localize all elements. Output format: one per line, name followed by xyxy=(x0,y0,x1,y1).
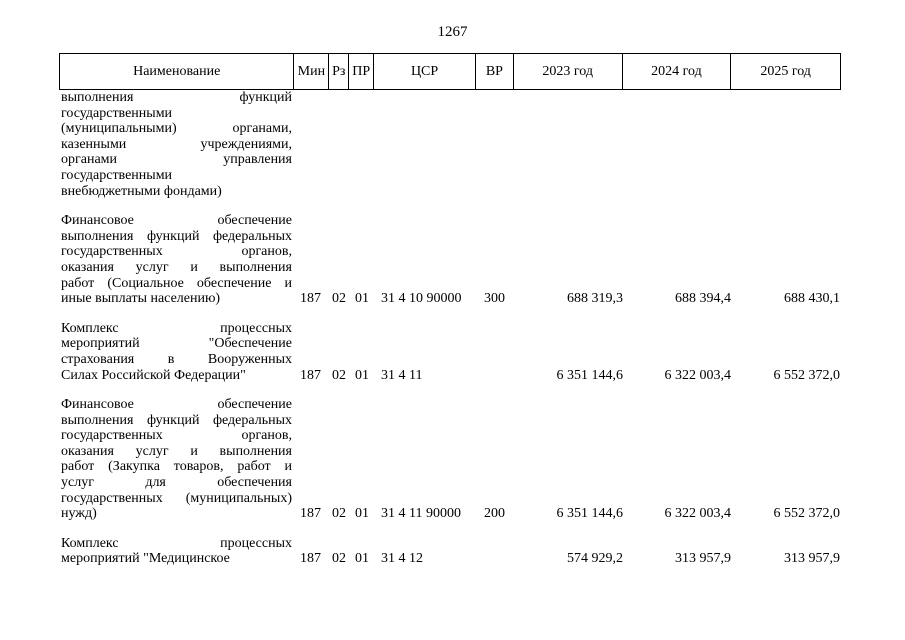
cell-2023: 6 351 144,6 xyxy=(556,367,623,383)
cell-csr: 31 4 12 xyxy=(381,551,423,567)
row-name-line: работ (Социальное обеспечение и xyxy=(61,275,292,291)
row-gap xyxy=(59,307,841,321)
row-name-line: государственными xyxy=(61,167,173,183)
cell-2023: 6 351 144,6 xyxy=(556,506,623,522)
header-min: Мин xyxy=(294,54,329,89)
cell-rz: 02 xyxy=(332,551,346,567)
table-row xyxy=(59,536,841,567)
cell-min: 187 xyxy=(300,291,321,307)
cell-2024: 6 322 003,4 xyxy=(664,367,731,383)
row-name-line: нужд) xyxy=(61,506,97,522)
row-name-line: страхования в Вооруженных xyxy=(61,351,292,367)
cell-csr: 31 4 11 xyxy=(381,367,423,383)
row-gap xyxy=(59,383,841,397)
row-name-line: иные выплаты населению) xyxy=(61,291,221,307)
cell-2024: 688 394,4 xyxy=(675,291,731,307)
row-name-line: Финансовое обеспечение xyxy=(61,213,292,229)
table-row xyxy=(59,90,841,199)
cell-2023: 574 929,2 xyxy=(567,551,623,567)
header-2025: 2025 год xyxy=(760,63,811,79)
row-name-line: Комплекс процессных xyxy=(61,535,292,551)
row-name-line: государственных органов, xyxy=(61,244,292,260)
row-name-line: (муниципальными) органами, xyxy=(61,121,292,137)
cell-rz: 02 xyxy=(332,367,346,383)
cell-2024: 6 322 003,4 xyxy=(664,506,731,522)
row-name-line: выполнения функций федеральных xyxy=(61,412,292,428)
row-name-line: Комплекс процессных xyxy=(61,320,292,336)
cell-min: 187 xyxy=(300,367,321,383)
cell-vr: 200 xyxy=(484,506,505,522)
row-name xyxy=(59,397,292,522)
row-name-line: внебюджетными фондами) xyxy=(61,183,222,199)
row-name-line: государственными xyxy=(61,105,173,121)
header-2024: 2024 год xyxy=(623,54,732,89)
cell-min: 187 xyxy=(300,551,321,567)
cell-2025: 313 957,9 xyxy=(784,551,840,567)
cell-csr: 31 4 10 90000 xyxy=(381,291,462,307)
table-row xyxy=(59,213,841,307)
cell-pr: 01 xyxy=(355,367,369,383)
cell-2025: 6 552 372,0 xyxy=(773,506,840,522)
header-pr: ПР xyxy=(349,54,374,89)
row-name-line: государственных (муниципальных) xyxy=(61,490,292,506)
row-name-line: Финансовое обеспечение xyxy=(61,397,292,413)
table-header xyxy=(59,53,841,90)
row-name-line: Силах Российской Федерации" xyxy=(61,367,246,383)
row-name-line: оказания услуг и выполнения xyxy=(61,443,292,459)
row-name-line: государственных органов, xyxy=(61,428,292,444)
cell-2024: 313 957,9 xyxy=(675,551,731,567)
table-row xyxy=(59,397,841,522)
row-name-line: выполнения функций федеральных xyxy=(61,228,292,244)
row-name-line: услуг для обеспечения xyxy=(61,475,292,491)
cell-pr: 01 xyxy=(355,506,369,522)
row-name-line: мероприятий "Медицинское xyxy=(61,551,230,567)
header-name: Наименование xyxy=(60,54,294,89)
header-csr: ЦСР xyxy=(374,54,476,89)
row-values xyxy=(59,183,841,199)
row-values xyxy=(59,506,841,522)
cell-pr: 01 xyxy=(355,291,369,307)
row-name-line: мероприятий "Обеспечение xyxy=(61,336,292,352)
header-rz: Рз xyxy=(329,54,349,89)
cell-vr: 300 xyxy=(484,291,505,307)
cell-2025: 688 430,1 xyxy=(784,291,840,307)
cell-min: 187 xyxy=(300,506,321,522)
row-name-line: оказания услуг и выполнения xyxy=(61,259,292,275)
row-name-line: работ (Закупка товаров, работ и xyxy=(61,459,292,475)
cell-2023: 688 319,3 xyxy=(567,291,623,307)
header-vr: ВР xyxy=(476,54,514,89)
row-values xyxy=(59,551,841,567)
page-number: 1267 xyxy=(437,24,468,40)
table-row xyxy=(59,321,841,383)
cell-pr: 01 xyxy=(355,551,369,567)
cell-2025: 6 552 372,0 xyxy=(773,367,840,383)
row-gap xyxy=(59,522,841,536)
cell-csr: 31 4 11 90000 xyxy=(381,506,461,522)
header-2023: 2023 год xyxy=(514,54,623,89)
row-name-line: казенными учреждениями, xyxy=(61,136,292,152)
row-name-line: выполнения функций xyxy=(61,90,292,105)
cell-rz: 02 xyxy=(332,506,346,522)
row-values xyxy=(59,291,841,307)
row-gap xyxy=(59,199,841,213)
row-values xyxy=(59,367,841,383)
table-body xyxy=(59,90,841,567)
cell-rz: 02 xyxy=(332,291,346,307)
row-name-line: органами управления xyxy=(61,152,292,168)
